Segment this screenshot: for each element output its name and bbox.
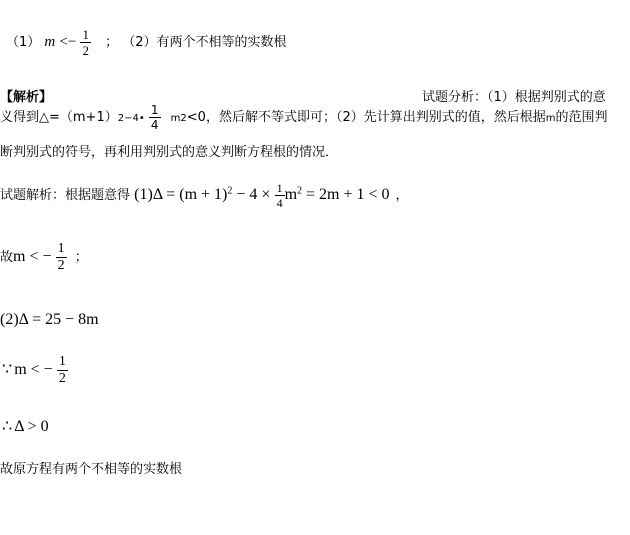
therefore-symbol: ∴ <box>2 418 13 435</box>
fraction-denominator: 2 <box>82 43 89 58</box>
fraction-numerator: 1 <box>276 181 283 195</box>
solution-conclusion: 故原方程有两个不相等的实数根 <box>0 462 183 477</box>
fraction-numerator: 1 <box>150 103 159 117</box>
analysis-tag: 【解析】 <box>0 90 53 105</box>
answer-part1-lhs: m <box>44 34 56 50</box>
fraction-numerator: 1 <box>57 241 65 256</box>
analysis-line2-d: <0，然后解不等式即可；（2）先计算出判别式的值，然后根据 <box>186 110 546 125</box>
eq2-fraction <box>56 242 67 273</box>
analysis-line2-fraction <box>149 104 161 131</box>
fraction-denominator: 4 <box>150 118 159 132</box>
analysis-line2-b: −4• <box>124 113 145 124</box>
eq2-a: m < − <box>13 248 52 265</box>
solution-eq3: (2)Δ = 25 − 8m <box>0 311 99 328</box>
eq1-a: (1)Δ = (m + 1) <box>134 186 228 203</box>
analysis-line-3: 断判别式的符号，再利用判别式的意义判断方程根的情况． <box>0 145 339 160</box>
eq5-a: Δ > 0 <box>14 418 49 435</box>
eq1-tail: ， <box>395 188 409 203</box>
eq4-a: m < − <box>14 361 53 378</box>
solution-eq2-line <box>0 242 88 273</box>
solution-eq4-line <box>2 355 68 386</box>
analysis-line2-a: 义得到△=（m+1） <box>0 110 118 125</box>
eq4-fraction <box>57 355 68 386</box>
answer-part1-label: （1） <box>6 35 41 50</box>
fraction-denominator: 2 <box>57 258 65 273</box>
eq2-tail: ； <box>74 250 88 265</box>
analysis-right-intro: 试题分析：（1）根据判别式的意 <box>422 90 606 105</box>
fraction-denominator: 4 <box>276 196 283 210</box>
eq1-b: − 4 × <box>232 186 271 203</box>
answer-part1-op: <− <box>59 34 77 50</box>
eq1-exp: 2 <box>227 185 233 197</box>
analysis-line2-m: m <box>545 113 556 124</box>
eq2-pre: 故 <box>0 250 14 265</box>
fraction-denominator: 2 <box>58 371 66 386</box>
eq1-c: m <box>284 186 298 203</box>
answer-line <box>6 28 287 57</box>
analysis-line-2 <box>0 104 607 131</box>
solution-eq5-line <box>2 416 49 436</box>
eq1-fraction <box>275 182 285 209</box>
analysis-line2-exp2: 2 <box>180 113 187 124</box>
because-symbol: ∵ <box>2 361 13 378</box>
analysis-line2-c: m <box>170 113 181 124</box>
answer-part2: （2）有两个不相等的实数根 <box>122 35 287 50</box>
answer-separator: ； <box>105 35 119 50</box>
analysis-line2-e: 的范围判 <box>555 110 608 125</box>
solution-eq1-line <box>0 182 409 209</box>
analysis-line2-exp: 2 <box>117 113 125 124</box>
solution-intro: 试题解析：根据题意得 <box>0 188 131 203</box>
eq1-d: = 2m + 1 < 0 <box>302 186 390 203</box>
fraction-numerator: 1 <box>82 27 89 42</box>
fraction-numerator: 1 <box>58 354 66 369</box>
answer-part1-fraction <box>80 28 91 57</box>
eq1-exp2: 2 <box>297 185 303 197</box>
